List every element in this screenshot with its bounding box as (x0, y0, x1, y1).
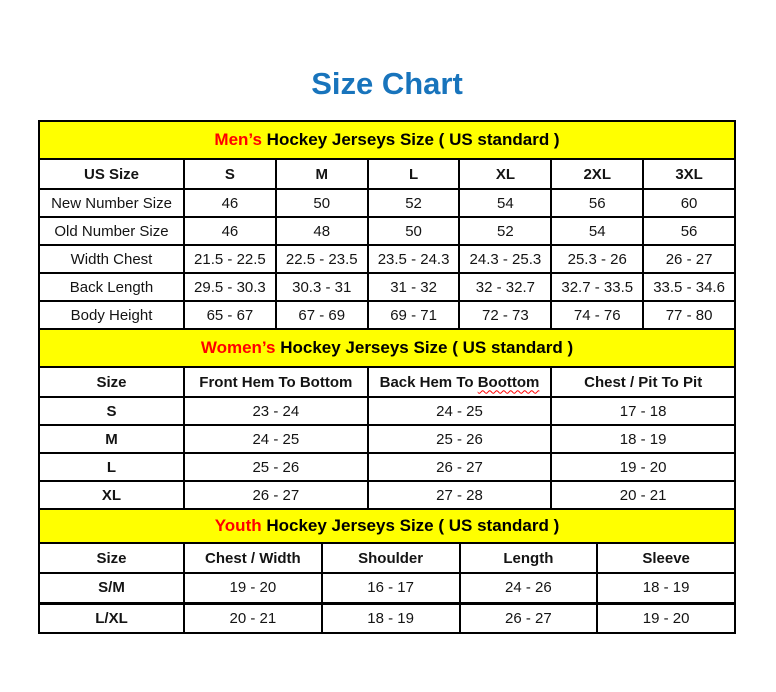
youth-banner-row (39, 509, 735, 543)
mens-col-header: XL (459, 159, 551, 189)
row-label: Old Number Size (39, 217, 184, 245)
cell: 77 - 80 (643, 301, 735, 329)
womens-col-header: Front Hem To Bottom (184, 367, 368, 397)
cell: 24 - 25 (184, 425, 368, 453)
mens-col-header: 3XL (643, 159, 735, 189)
cell: 21.5 - 22.5 (184, 245, 276, 273)
cell: 23.5 - 24.3 (368, 245, 460, 273)
cell: 24 - 26 (460, 573, 598, 603)
mens-col-header: 2XL (551, 159, 643, 189)
womens-size-table (38, 328, 736, 510)
table-row (39, 301, 735, 329)
row-label: XL (39, 481, 184, 509)
youth-col-header: Size (39, 543, 184, 573)
cell: 54 (551, 217, 643, 245)
cell: 56 (551, 189, 643, 217)
cell: 25 - 26 (368, 425, 552, 453)
table-row (39, 273, 735, 301)
row-label: Back Length (39, 273, 184, 301)
youth-col-header: Shoulder (322, 543, 460, 573)
cell: 33.5 - 34.6 (643, 273, 735, 301)
cell: 26 - 27 (368, 453, 552, 481)
row-label: L (39, 453, 184, 481)
cell: 31 - 32 (368, 273, 460, 301)
mens-banner-highlight: Men’s (214, 130, 262, 149)
table-row (39, 603, 735, 633)
cell: 32.7 - 33.5 (551, 273, 643, 301)
cell: 18 - 19 (597, 573, 735, 603)
youth-size-table (38, 508, 736, 634)
table-row (39, 397, 735, 425)
cell: 19 - 20 (551, 453, 735, 481)
youth-col-header: Sleeve (597, 543, 735, 573)
cell: 46 (184, 217, 276, 245)
table-row (39, 453, 735, 481)
row-label: New Number Size (39, 189, 184, 217)
mens-col-header: US Size (39, 159, 184, 189)
row-label: Width Chest (39, 245, 184, 273)
cell: 52 (368, 189, 460, 217)
row-label: L/XL (39, 603, 184, 633)
youth-col-header: Chest / Width (184, 543, 322, 573)
womens-col-header: Size (39, 367, 184, 397)
cell: 26 - 27 (643, 245, 735, 273)
cell: 54 (459, 189, 551, 217)
cell: 32 - 32.7 (459, 273, 551, 301)
cell: 56 (643, 217, 735, 245)
mens-section-banner (39, 121, 735, 159)
mens-col-header: S (184, 159, 276, 189)
cell: 60 (643, 189, 735, 217)
row-label: Body Height (39, 301, 184, 329)
cell: 22.5 - 23.5 (276, 245, 368, 273)
womens-col-header (368, 367, 552, 397)
cell: 74 - 76 (551, 301, 643, 329)
table-row (39, 217, 735, 245)
mens-banner-row (39, 121, 735, 159)
womens-banner-row (39, 329, 735, 367)
womens-header-prefix: Back Hem To (379, 373, 478, 391)
cell: 72 - 73 (459, 301, 551, 329)
womens-banner-highlight: Women’s (200, 338, 276, 357)
cell: 20 - 21 (551, 481, 735, 509)
cell: 48 (276, 217, 368, 245)
youth-header-row (39, 543, 735, 573)
womens-header-row (39, 367, 735, 397)
cell: 30.3 - 31 (276, 273, 368, 301)
cell: 23 - 24 (184, 397, 368, 425)
table-row (39, 481, 735, 509)
cell: 25.3 - 26 (551, 245, 643, 273)
cell: 67 - 69 (276, 301, 368, 329)
cell: 50 (368, 217, 460, 245)
cell: 20 - 21 (184, 603, 322, 633)
cell: 26 - 27 (460, 603, 598, 633)
youth-banner-highlight: Youth (214, 516, 262, 535)
cell: 24.3 - 25.3 (459, 245, 551, 273)
cell: 16 - 17 (322, 573, 460, 603)
youth-col-header: Length (460, 543, 598, 573)
cell: 29.5 - 30.3 (184, 273, 276, 301)
cell: 19 - 20 (184, 573, 322, 603)
womens-section-banner (39, 329, 735, 367)
youth-banner-text: Hockey Jerseys Size ( US standard ) (261, 516, 560, 535)
cell: 50 (276, 189, 368, 217)
cell: 27 - 28 (368, 481, 552, 509)
cell: 26 - 27 (184, 481, 368, 509)
cell: 46 (184, 189, 276, 217)
table-row (39, 245, 735, 273)
womens-col-header: Chest / Pit To Pit (551, 367, 735, 397)
mens-banner-text: Hockey Jerseys Size ( US standard ) (261, 130, 560, 149)
cell: 17 - 18 (551, 397, 735, 425)
cell: 25 - 26 (184, 453, 368, 481)
cell: 65 - 67 (184, 301, 276, 329)
table-row (39, 425, 735, 453)
row-label: S/M (39, 573, 184, 603)
row-label: S (39, 397, 184, 425)
cell: 24 - 25 (368, 397, 552, 425)
cell: 19 - 20 (597, 603, 735, 633)
row-label: M (39, 425, 184, 453)
mens-col-header: M (276, 159, 368, 189)
misspelled-word-underline: Boottom (477, 373, 540, 391)
mens-size-table (38, 120, 736, 330)
cell: 18 - 19 (551, 425, 735, 453)
mens-header-row (39, 159, 735, 189)
size-chart-tables (38, 120, 736, 634)
mens-col-header: L (368, 159, 460, 189)
table-row (39, 573, 735, 603)
cell: 18 - 19 (322, 603, 460, 633)
page-title: Size Chart (311, 66, 463, 101)
youth-section-banner (39, 509, 735, 543)
table-row (39, 189, 735, 217)
cell: 52 (459, 217, 551, 245)
womens-banner-text: Hockey Jerseys Size ( US standard ) (275, 338, 574, 357)
cell: 69 - 71 (368, 301, 460, 329)
